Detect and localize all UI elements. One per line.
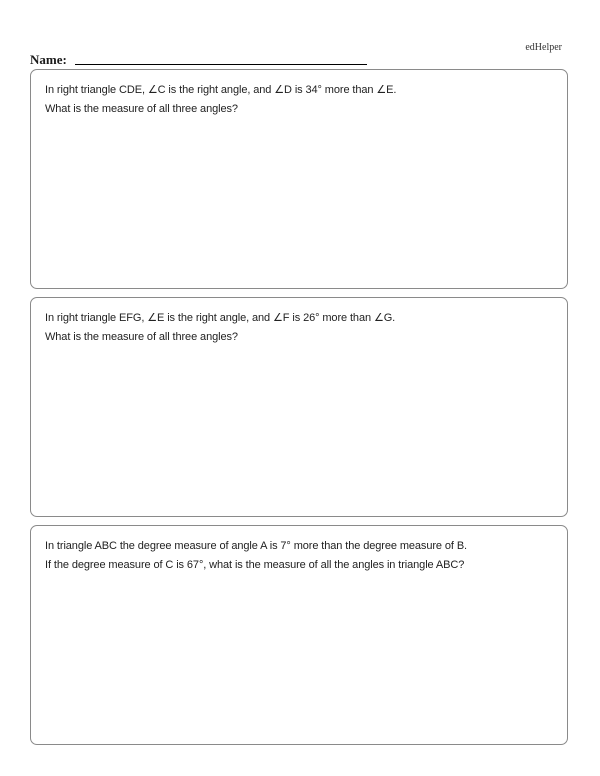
question-3-line-1: In triangle ABC the degree measure of angle A is 7° more than the degree measure of B. — [45, 540, 468, 552]
question-box-2[interactable] — [30, 297, 568, 517]
question-text-2 — [45, 309, 557, 347]
question-text-1 — [45, 81, 557, 119]
question-2-line-1: In right triangle EFG, ∠E is the right angle, and ∠F is 26° more than ∠G. — [45, 312, 396, 324]
question-box-3[interactable] — [30, 525, 568, 745]
question-text-3 — [45, 537, 557, 575]
brand-label: edHelper — [525, 42, 562, 53]
name-label: Name: — [30, 52, 67, 67]
question-3-line-2: If the degree measure of C is 67°, what is the measure of all the angles in triangle ABC? — [45, 559, 465, 571]
question-1-line-2: What is the measure of all three angles? — [45, 103, 238, 115]
question-1-line-1: In right triangle CDE, ∠C is the right angle, and ∠D is 34° more than ∠E. — [45, 84, 397, 96]
name-blank-line[interactable] — [75, 64, 367, 65]
name-field-row — [30, 52, 370, 68]
question-box-1[interactable] — [30, 69, 568, 289]
question-2-line-2: What is the measure of all three angles? — [45, 331, 238, 343]
